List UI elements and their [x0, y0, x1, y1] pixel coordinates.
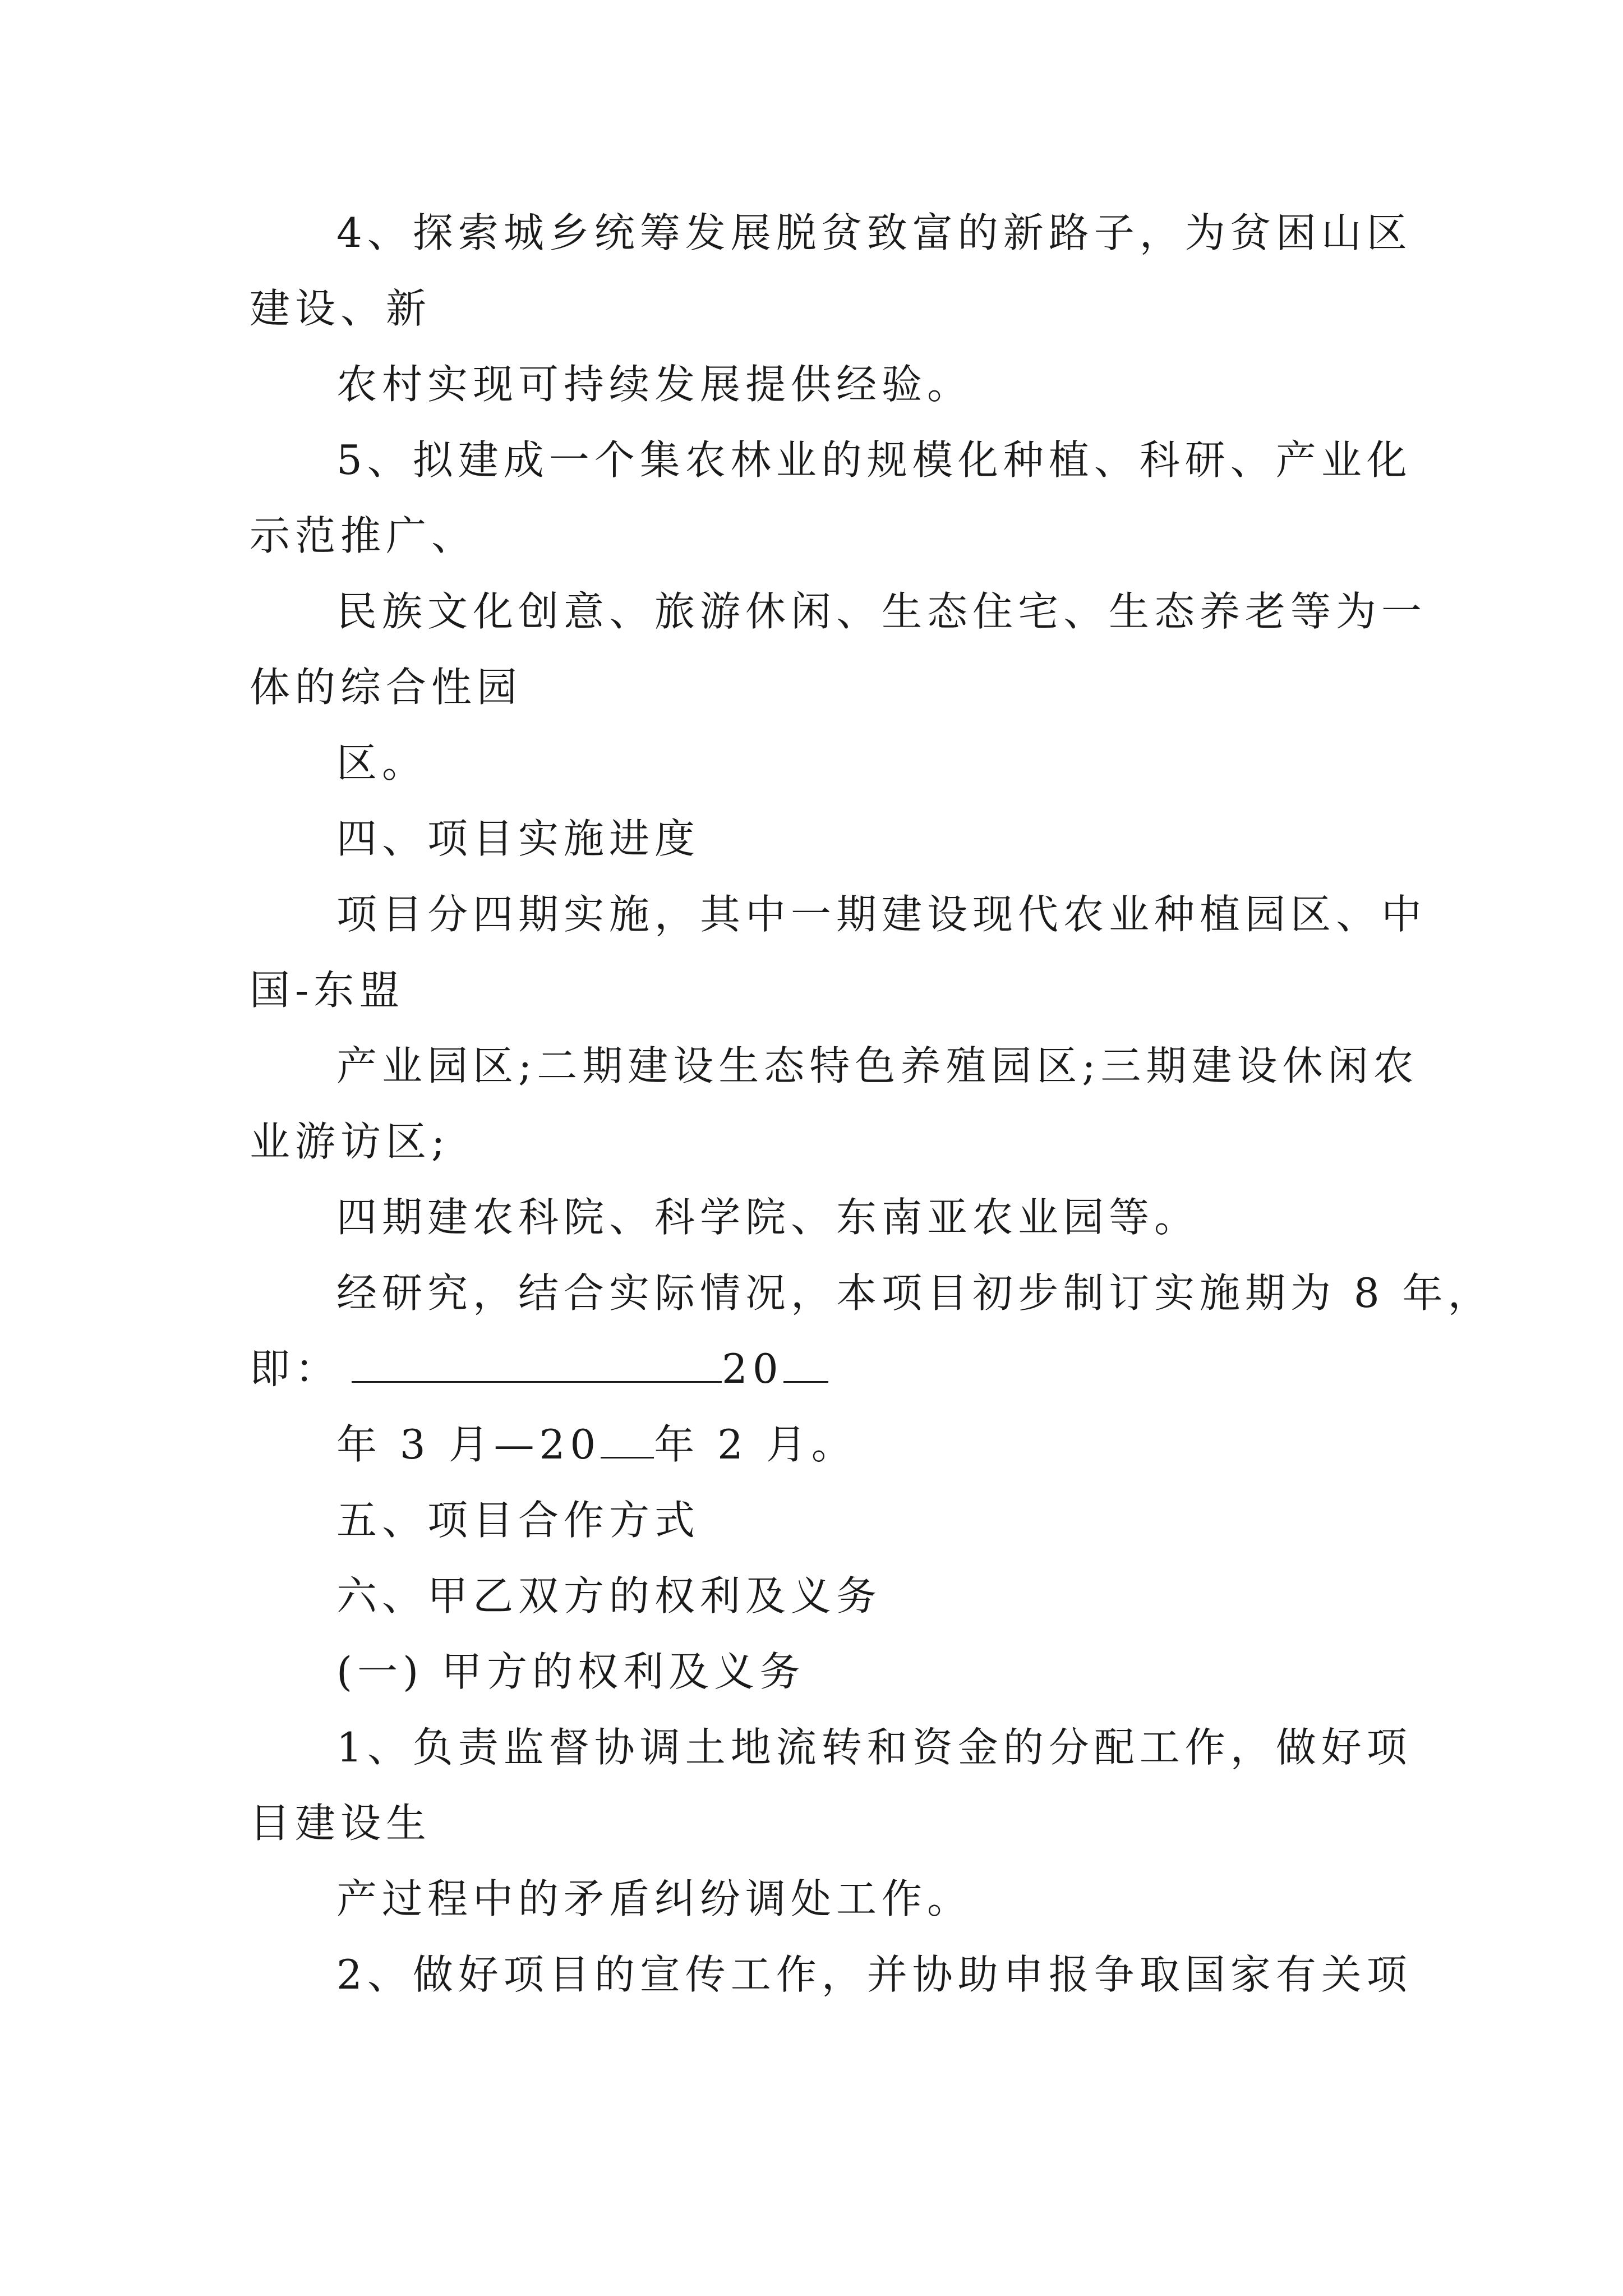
section4-p1-line1: 项目分四期实施，其中一期建设现代农业种植园区、中	[336, 891, 1427, 938]
section6-item1-line1: 1、负责监督协调土地流转和资金的分配工作，做好项	[336, 1724, 1412, 1771]
section5-heading: 五、项目合作方式	[336, 1497, 700, 1544]
item4-line2: 建设、新	[250, 285, 432, 332]
blank-underline	[783, 1346, 828, 1383]
blank-underline	[352, 1346, 722, 1383]
section4-heading: 四、项目实施进度	[336, 815, 700, 862]
item5-line1: 5、拟建成一个集农林业的规模化种植、科研、产业化	[336, 436, 1412, 484]
period-end: 年 2 月。	[654, 1421, 857, 1468]
section4-p2-line2: 业游访区;	[250, 1118, 450, 1165]
item5-line2: 示范推广、	[250, 512, 477, 559]
period-start: 年 3 月—20	[336, 1421, 601, 1468]
section6-item2-line1: 2、做好项目的宣传工作，并协助申报争取国家有关项	[336, 1951, 1412, 1998]
item5-line3: 民族文化创意、旅游休闲、生态住宅、生态养老等为一	[336, 588, 1427, 635]
item5-line5: 区。	[336, 739, 428, 786]
blank-underline	[601, 1422, 654, 1458]
section6-item1-line3: 产过程中的矛盾纠纷调处工作。	[336, 1875, 973, 1922]
item4-line3: 农村实现可持续发展提供经验。	[336, 361, 973, 408]
period-start-year: 20	[722, 1345, 783, 1392]
section4-p2-line1: 产业园区;二期建设生态特色养殖园区;三期建设休闲农	[336, 1042, 1419, 1089]
section4-p4-line3	[336, 1419, 857, 1470]
item4-line1: 4、探索城乡统筹发展脱贫致富的新路子，为贫困山区	[336, 209, 1412, 256]
section4-p4-line2	[250, 1343, 828, 1394]
item5-line4: 体的综合性园	[250, 664, 523, 711]
section4-p3-line1: 四期建农科院、科学院、东南亚农业园等。	[336, 1194, 1200, 1241]
period-prefix: 即：	[250, 1345, 341, 1392]
section6-item1-line2: 目建设生	[250, 1800, 432, 1847]
section6-sub1: (一) 甲方的权利及义务	[336, 1648, 805, 1695]
section4-p1-line2: 国-东盟	[250, 967, 405, 1014]
section6-heading: 六、甲乙双方的权利及义务	[336, 1572, 882, 1619]
section4-p4-line1: 经研究，结合实际情况，本项目初步制订实施期为 8 年，	[336, 1269, 1493, 1317]
